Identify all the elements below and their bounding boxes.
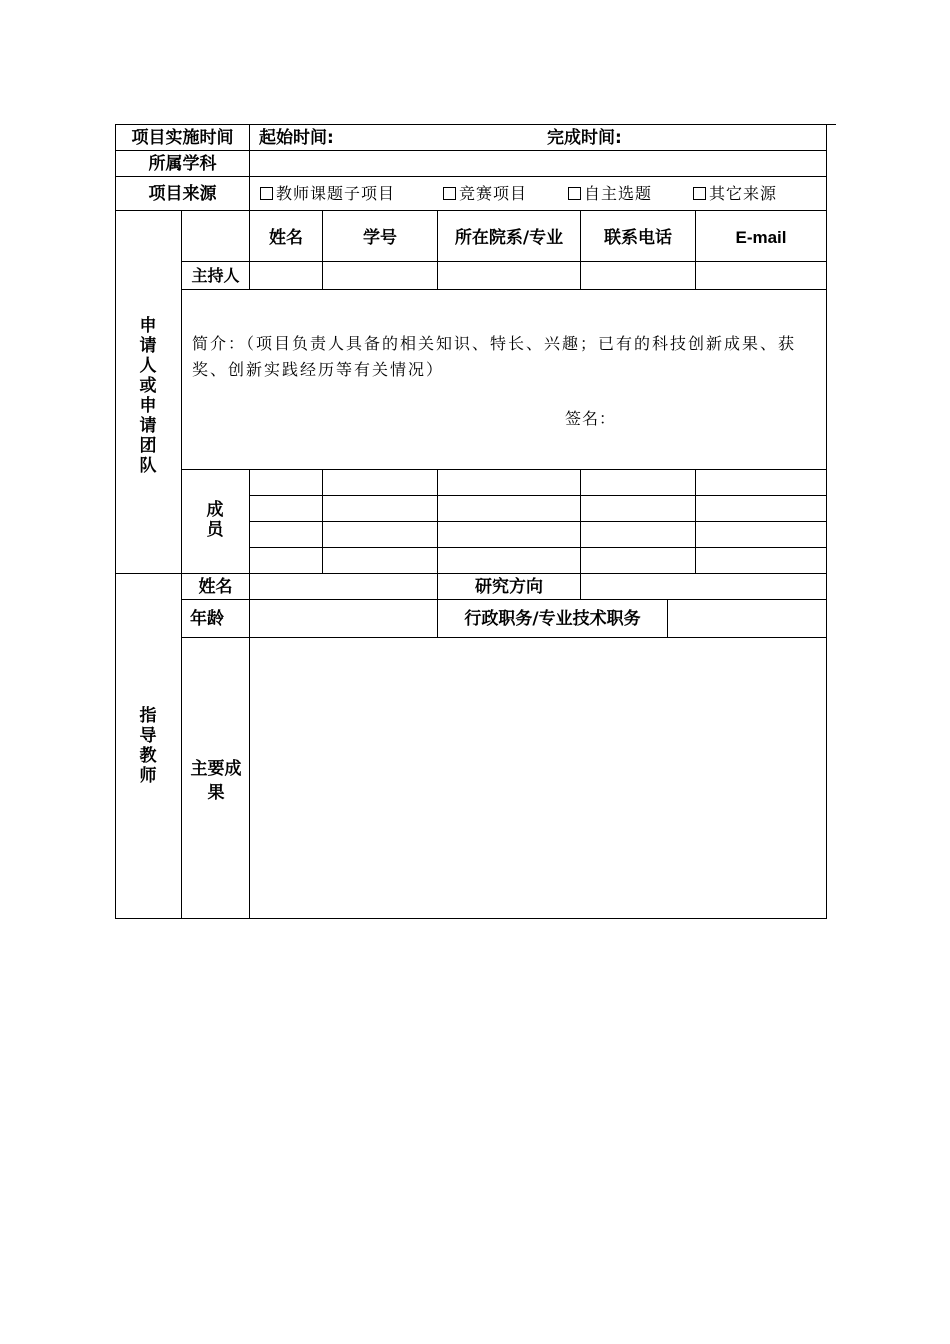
- subject-label: 所属学科: [148, 154, 217, 174]
- research-direction-label: 研究方向: [475, 577, 543, 597]
- header-name: 姓名: [269, 228, 303, 248]
- header-phone: 联系电话: [604, 228, 672, 248]
- host-label: 主持人: [191, 266, 240, 285]
- checkbox-icon[interactable]: [693, 187, 706, 200]
- end-time-field[interactable]: 完成时间:: [547, 128, 622, 148]
- source-option-label: 自主选题: [584, 184, 653, 203]
- header-student-id: 学号: [363, 228, 397, 248]
- header-email: E-mail: [735, 228, 787, 247]
- source-label: 项目来源: [148, 184, 217, 204]
- source-option-self[interactable]: [568, 184, 652, 204]
- source-option-label: 教师课题子项目: [276, 184, 396, 203]
- advisor-title-label: 行政职务/专业技术职务: [464, 609, 641, 629]
- header-department: 所在院系/专业: [454, 228, 564, 248]
- source-option-competition[interactable]: [443, 184, 527, 204]
- achievements-label: 主要成果: [190, 759, 242, 803]
- source-option-label: 竞赛项目: [459, 184, 528, 203]
- advisor-name-label: 姓名: [198, 577, 233, 597]
- implementation-time-label: 项目实施时间: [131, 128, 234, 148]
- checkbox-icon[interactable]: [443, 187, 456, 200]
- checkbox-icon[interactable]: [568, 187, 581, 200]
- source-option-teacher[interactable]: [260, 184, 395, 204]
- checkbox-icon[interactable]: [260, 187, 273, 200]
- signature-label: 签名：: [565, 409, 617, 428]
- subject-field[interactable]: [251, 151, 825, 175]
- advisor-age-label: 年龄: [190, 609, 224, 629]
- members-label: 成员: [206, 500, 224, 540]
- start-time-field[interactable]: 起始时间:: [259, 128, 334, 148]
- source-option-other[interactable]: [693, 184, 777, 204]
- intro-text: 简介：（项目负责人具备的相关知识、特长、兴趣；已有的科技创新成果、获奖、创新实践经历等有关情况）: [192, 334, 797, 379]
- source-option-label: 其它来源: [709, 184, 778, 203]
- applicants-section-label: 申请人或申请团队: [139, 316, 157, 476]
- advisor-section-label: 指导教师: [139, 706, 157, 786]
